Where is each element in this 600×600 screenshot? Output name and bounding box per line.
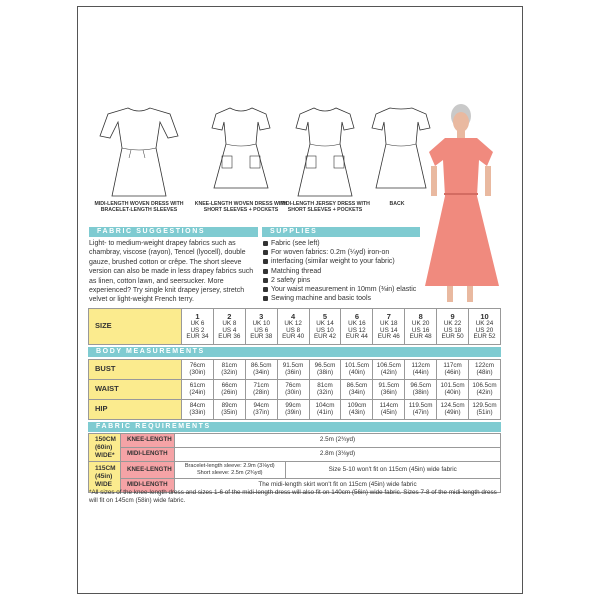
measurement-cell: 94cm (37in)	[245, 400, 277, 420]
body-measurements-heading: BODY MEASUREMENTS	[88, 347, 501, 357]
measurement-cell: 117cm (46in)	[437, 360, 469, 380]
measurement-cell: 104cm (41in)	[309, 400, 341, 420]
measurement-label: WAIST	[89, 380, 182, 400]
measurement-label: BUST	[89, 360, 182, 380]
size-col: 8 UK 20 US 16 EUR 48	[405, 309, 437, 345]
knee-length-label: KNEE-LENGTH	[121, 434, 175, 448]
measurement-cell: 81cm (32in)	[309, 380, 341, 400]
measurement-cell: 76cm (30in)	[182, 360, 214, 380]
measurement-row	[89, 380, 501, 400]
fabric-requirements-heading: FABRIC REQUIREMENTS	[88, 422, 501, 432]
measurement-cell: 106.5cm (42in)	[373, 360, 405, 380]
supply-item: Fabric (see left)	[262, 239, 422, 248]
measurement-cell: 91.5cm (36in)	[373, 380, 405, 400]
measurement-cell: 86.5cm (34in)	[245, 360, 277, 380]
size-col: 6 UK 16 US 12 EUR 44	[341, 309, 373, 345]
size-col: 10 UK 24 US 20 EUR 52	[469, 309, 501, 345]
supply-item-cont: interfacing (similar weight to your fabric)	[262, 257, 422, 266]
measurement-cell: 96.5cm (38in)	[309, 360, 341, 380]
measurement-row	[89, 400, 501, 420]
dress-caption-1: MIDI-LENGTH WOVEN DRESS WITH BRACELET-LENGTH SLEEVES	[94, 201, 184, 213]
measurement-cell: 84cm (33in)	[182, 400, 214, 420]
size-col: 4 UK 12 US 8 EUR 40	[277, 309, 309, 345]
measurement-cell: 119.5cm (47in)	[405, 400, 437, 420]
model-photo	[417, 100, 501, 305]
measurement-label: HIP	[89, 400, 182, 420]
measurement-cell: 96.5cm (38in)	[405, 380, 437, 400]
supplies-heading: SUPPLIES	[262, 227, 420, 237]
measurement-cell: 109cm (43in)	[341, 400, 373, 420]
measurement-cell: 86.5cm (34in)	[341, 380, 373, 400]
size-table	[88, 308, 501, 345]
size-label: SIZE	[89, 309, 182, 345]
dress-sketch-midi-woven	[98, 100, 180, 200]
supply-item: 2 safety pins	[262, 276, 422, 285]
fabric-suggestions-text: Light- to medium-weight drapey fabrics such as chambray, viscose (rayon), Tencel (lyocell), double gauze, brushed cotton or crêpe. The short sleeve version can also be made in less drapey fabrics such as linen, cotton lawn, and seersucker. More experienced? Try single knit drapey jersey, stretch velvet or light-weight French terry.	[89, 240, 254, 304]
midi-length-label: MIDI-LENGTH	[121, 448, 175, 462]
dress-sketch-knee-woven	[200, 100, 282, 200]
body-measurements-table	[88, 359, 501, 420]
knee-length-label: KNEE-LENGTH	[121, 462, 175, 479]
measurement-cell: 61cm (24in)	[182, 380, 214, 400]
fabric-115-midi: The midi-length skirt won't fit on 115cm (45in) wide fabric	[175, 479, 501, 493]
size-col: 2 UK 8 US 4 EUR 36	[213, 309, 245, 345]
size-col: 9 UK 22 US 18 EUR 50	[437, 309, 469, 345]
width-115-label: 115CM (45in) WIDE	[89, 462, 121, 493]
measurement-cell: 66cm (26in)	[213, 380, 245, 400]
measurement-row	[89, 360, 501, 380]
measurement-cell: 89cm (35in)	[213, 400, 245, 420]
measurement-cell: 114cm (45in)	[373, 400, 405, 420]
footnote: *All sizes of the knee-length dress and sizes 1-6 of the midi-length dress will also fit on 140cm (56in) wide fabric. Sizes 7-8 of the midi-length dress will fit on 145cm (58in) wide fabric.	[89, 489, 497, 505]
measurement-cell: 124.5cm (49in)	[437, 400, 469, 420]
size-col: 7 UK 18 US 14 EUR 46	[373, 309, 405, 345]
fabric-suggestions-heading: FABRIC SUGGESTIONS	[89, 227, 258, 237]
measurement-cell: 71cm (28in)	[245, 380, 277, 400]
measurement-cell: 129.5cm (51in)	[469, 400, 501, 420]
measurement-cell: 99cm (39in)	[277, 400, 309, 420]
dress-sketch-midi-jersey	[284, 100, 366, 200]
measurement-cell: 91.5cm (36in)	[277, 360, 309, 380]
dress-caption-3: MIDI-LENGTH JERSEY DRESS WITH SHORT SLEEVES + POCKETS	[280, 201, 370, 213]
dress-caption-2: KNEE-LENGTH WOVEN DRESS WITH SHORT SLEEVES + POCKETS	[194, 201, 288, 213]
fabric-150-midi: 2.8m (3⅛yd)	[175, 448, 501, 462]
fabric-requirements-table	[88, 433, 501, 493]
size-col: 3 UK 10 US 6 EUR 38	[245, 309, 277, 345]
midi-length-label: MIDI-LENGTH	[121, 479, 175, 493]
supply-item: Sewing machine and basic tools	[262, 294, 422, 303]
supply-item: Matching thread	[262, 267, 422, 276]
dress-caption-4: BACK	[389, 201, 405, 207]
measurement-cell: 81cm (32in)	[213, 360, 245, 380]
size-col: 1 UK 6 US 2 EUR 34	[182, 309, 214, 345]
width-150-label: 150CM (60in) WIDE*	[89, 434, 121, 462]
supplies-list	[262, 239, 422, 303]
measurement-cell: 101.5cm (40in)	[437, 380, 469, 400]
measurement-cell: 101.5cm (40in)	[341, 360, 373, 380]
fabric-115-knee: Bracelet-length sleeve: 2.9m (3⅛yd) Short sleeve: 2.5m (2¾yd) Size 5-10 won't fit on 115cm (45in) wide fabric	[175, 462, 501, 479]
supply-item: Your waist measurement in 10mm (⅜in) elastic	[262, 285, 422, 294]
measurement-cell: 112cm (44in)	[405, 360, 437, 380]
fabric-150-knee: 2.5m (2¾yd)	[175, 434, 501, 448]
measurement-cell: 106.5cm (42in)	[469, 380, 501, 400]
measurement-cell: 76cm (30in)	[277, 380, 309, 400]
measurement-cell: 122cm (48in)	[469, 360, 501, 380]
size-col: 5 UK 14 US 10 EUR 42	[309, 309, 341, 345]
supply-item: For woven fabrics: 0.2m (¼yd) iron-on	[262, 248, 422, 257]
